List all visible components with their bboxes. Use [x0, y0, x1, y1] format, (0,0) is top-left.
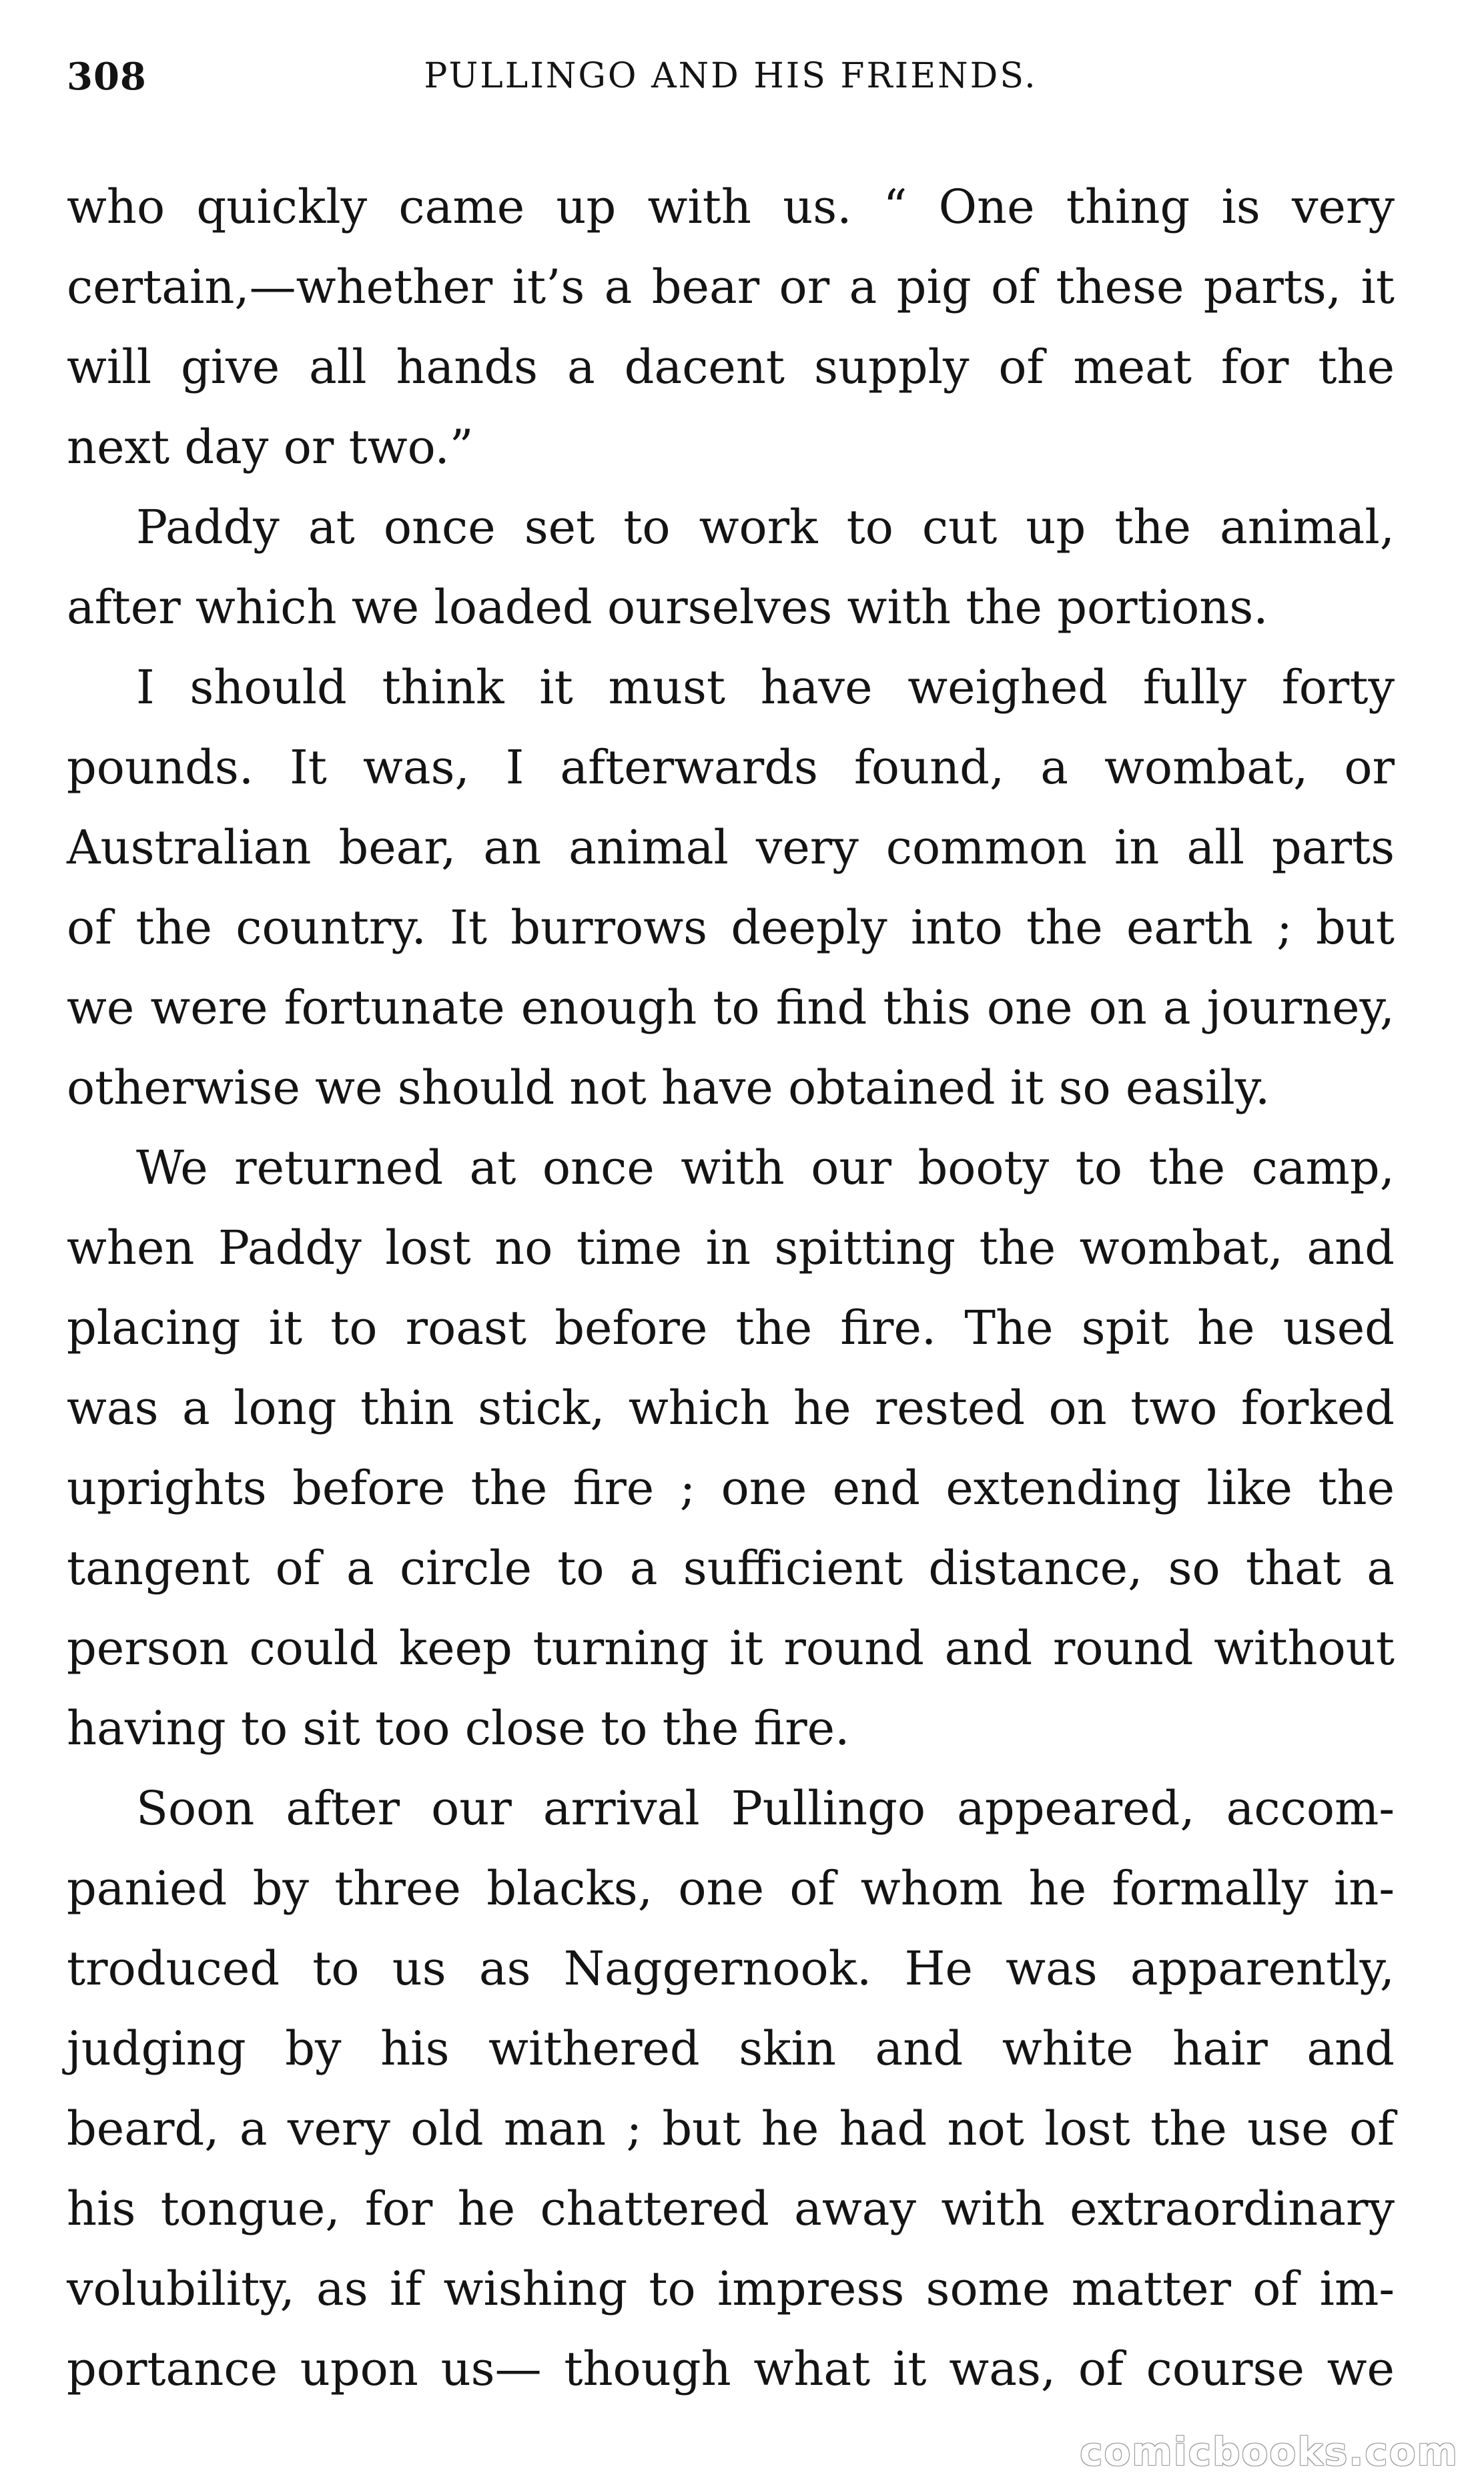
- text-line: will give all hands a dacent supply of meat for the: [67, 340, 1395, 394]
- text-line: Soon after our arrival Pullingo appeared, accom-: [136, 1781, 1395, 1836]
- text-line: having to sit too close to the fire.: [67, 1701, 850, 1756]
- text-line: portance upon us— though what it was, of course we: [67, 2342, 1395, 2396]
- body-text: [67, 167, 1395, 2409]
- text-line: of the country. It burrows deeply into the earth ; but: [67, 900, 1395, 955]
- text-line: Australian bear, an animal very common in all parts: [67, 820, 1395, 875]
- text-line: his tongue, for he chattered away with extraordinary: [67, 2181, 1395, 2236]
- text-line: judging by his withered skin and white hair and: [67, 2021, 1395, 2076]
- watermark: comicbooks.com: [1080, 2429, 1459, 2474]
- text-line: when Paddy lost no time in spitting the wombat, and: [67, 1220, 1395, 1275]
- text-line: troduced to us as Naggernook. He was apparently,: [67, 1941, 1395, 1996]
- text-line: placing it to roast before the fire. The spit he used: [67, 1301, 1395, 1355]
- text-line: I should think it must have weighed fully forty: [136, 660, 1395, 715]
- text-line: after which we loaded ourselves with the portions.: [67, 580, 1268, 635]
- text-line: panied by three blacks, one of whom he formally in-: [67, 1861, 1395, 1916]
- text-line: was a long thin stick, which he rested on two forked: [67, 1381, 1395, 1435]
- text-line: pounds. It was, I afterwards found, a wombat, or: [67, 740, 1395, 795]
- page-number: 308: [67, 55, 147, 99]
- text-line: who quickly came up with us. “ One thing is very: [67, 180, 1395, 234]
- text-line: Paddy at once set to work to cut up the animal,: [136, 500, 1395, 555]
- text-line: beard, a very old man ; but he had not lost the use of: [67, 2101, 1395, 2156]
- text-line: next day or two.”: [67, 420, 474, 474]
- page-header: [67, 55, 1395, 115]
- text-line: we were fortunate enough to find this one on a journey,: [67, 980, 1395, 1035]
- text-line: person could keep turning it round and round without: [67, 1621, 1395, 1676]
- text-line: otherwise we should not have obtained it so easily.: [67, 1060, 1270, 1115]
- text-line: tangent of a circle to a sufficient distance, so that a: [67, 1541, 1395, 1595]
- text-line: uprights before the fire ; one end extending like the: [67, 1461, 1395, 1515]
- running-head: PULLINGO AND HIS FRIENDS.: [424, 56, 1038, 96]
- text-line: We returned at once with our booty to the camp,: [136, 1140, 1395, 1195]
- text-line: certain,—whether it’s a bear or a pig of these parts, it: [67, 260, 1395, 314]
- text-line: volubility, as if wishing to impress some matter of im-: [67, 2261, 1395, 2316]
